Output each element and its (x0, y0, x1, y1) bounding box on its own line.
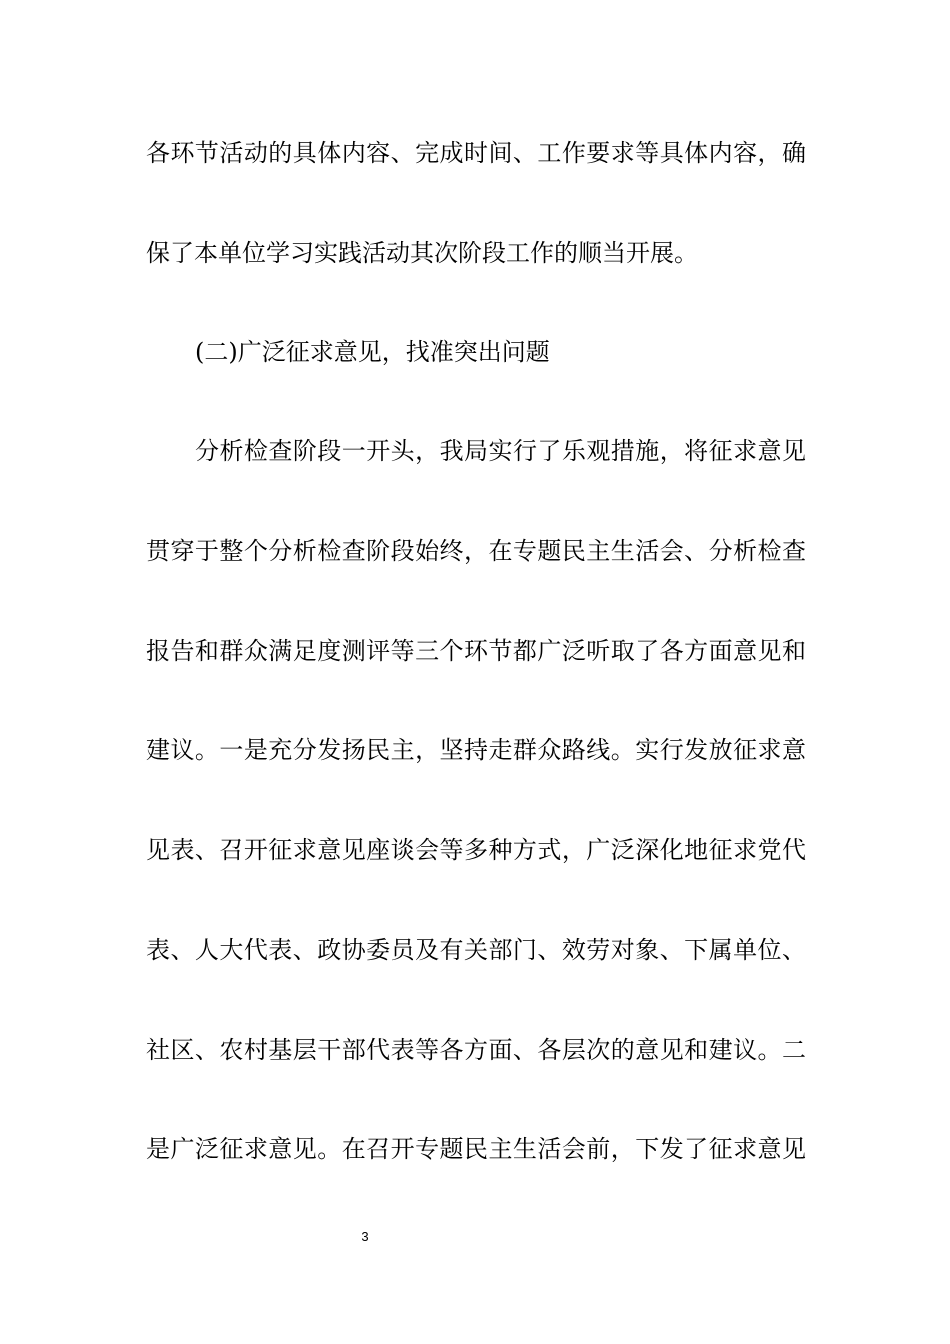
paragraph-line: 保了本单位学习实践活动其次阶段工作的顺当开展。 (146, 239, 698, 267)
paragraph-line: 是广泛征求意见。在召开专题民主生活会前，下发了征求意见 (146, 1135, 806, 1163)
paragraph-line: 社区、农村基层干部代表等各方面、各层次的意见和建议。二 (146, 1036, 806, 1064)
paragraph-line: 贯穿于整个分析检查阶段始终，在专题民主生活会、分析检查 (146, 537, 806, 565)
paragraph-line: 见表、召开征求意见座谈会等多种方式，广泛深化地征求党代 (146, 836, 806, 864)
page-number: 3 (361, 1229, 369, 1244)
paragraph-line: 表、人大代表、政协委员及有关部门、效劳对象、下属单位、 (146, 936, 806, 964)
paragraph-line: 分析检查阶段一开头，我局实行了乐观措施，将征求意见 (195, 437, 806, 465)
paragraph-line: 报告和群众满足度测评等三个环节都广泛听取了各方面意见和 (146, 637, 806, 665)
paragraph-line: 各环节活动的具体内容、完成时间、工作要求等具体内容，确 (146, 139, 806, 167)
paragraph-line: 建议。一是充分发扬民主，坚持走群众路线。实行发放征求意 (146, 736, 806, 764)
section-heading: (二)广泛征求意见，找准突出问题 (195, 338, 550, 366)
